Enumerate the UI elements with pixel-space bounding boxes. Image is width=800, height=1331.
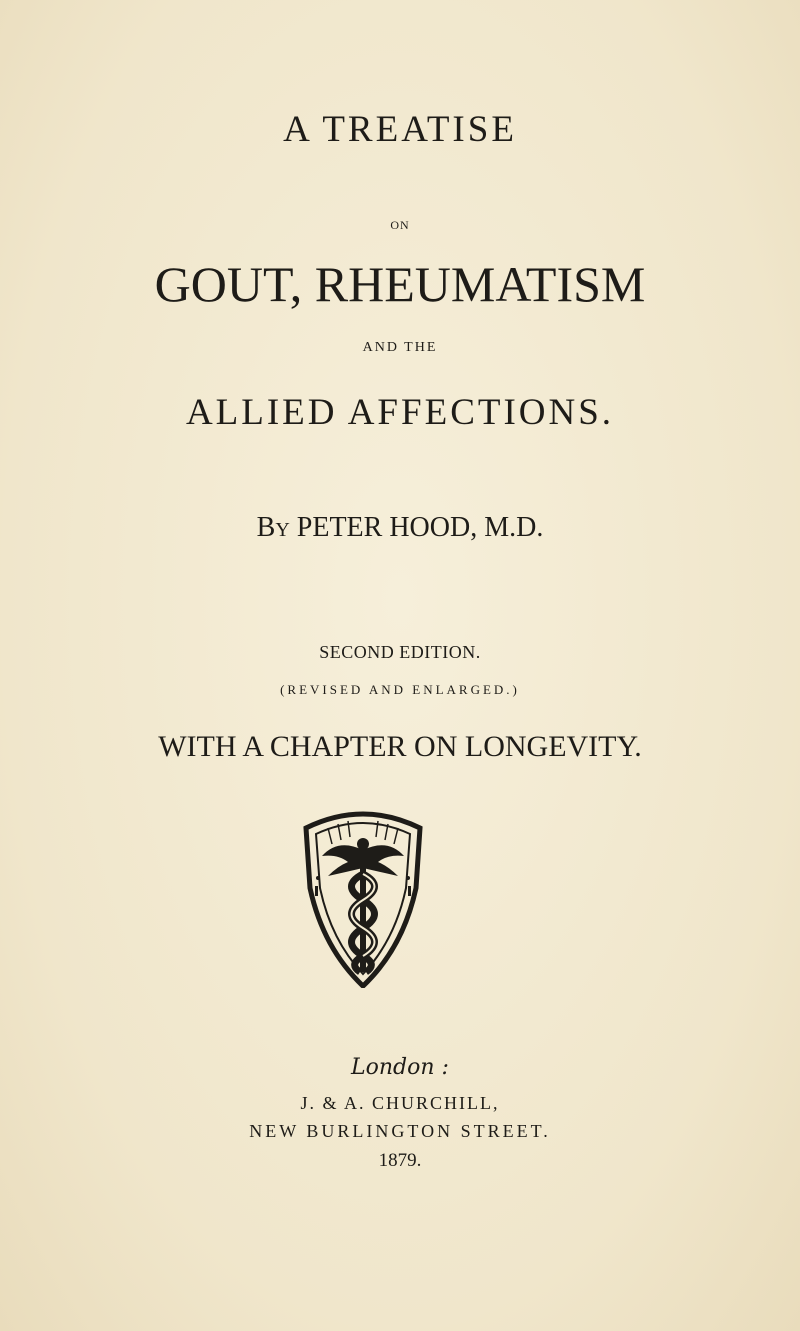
author-line — [0, 512, 800, 544]
title-line-and-the: AND THE — [362, 340, 438, 355]
title-line-on: ON — [390, 218, 410, 232]
title-line-affections: ALLIED AFFECTIONS. — [185, 392, 615, 433]
title-line-main: GOUT, RHEUMATISM — [154, 256, 646, 312]
publisher-address: NEW BURLINGTON STREET. — [249, 1121, 551, 1141]
edition: SECOND EDITION. — [319, 642, 481, 662]
title-line-treatise: A TREATISE — [283, 109, 517, 150]
author-name: PETER HOOD, M.D. — [296, 512, 544, 543]
edition-note: (REVISED AND ENLARGED.) — [280, 682, 520, 697]
author-prefix: By — [256, 512, 290, 543]
caduceus-shield-icon — [298, 808, 428, 988]
imprint-city: London : — [351, 1055, 449, 1080]
publisher: J. & A. CHURCHILL, — [300, 1093, 500, 1113]
publication-year: 1879. — [378, 1150, 422, 1171]
chapter-note: WITH A CHAPTER ON LONGEVITY. — [158, 730, 642, 763]
